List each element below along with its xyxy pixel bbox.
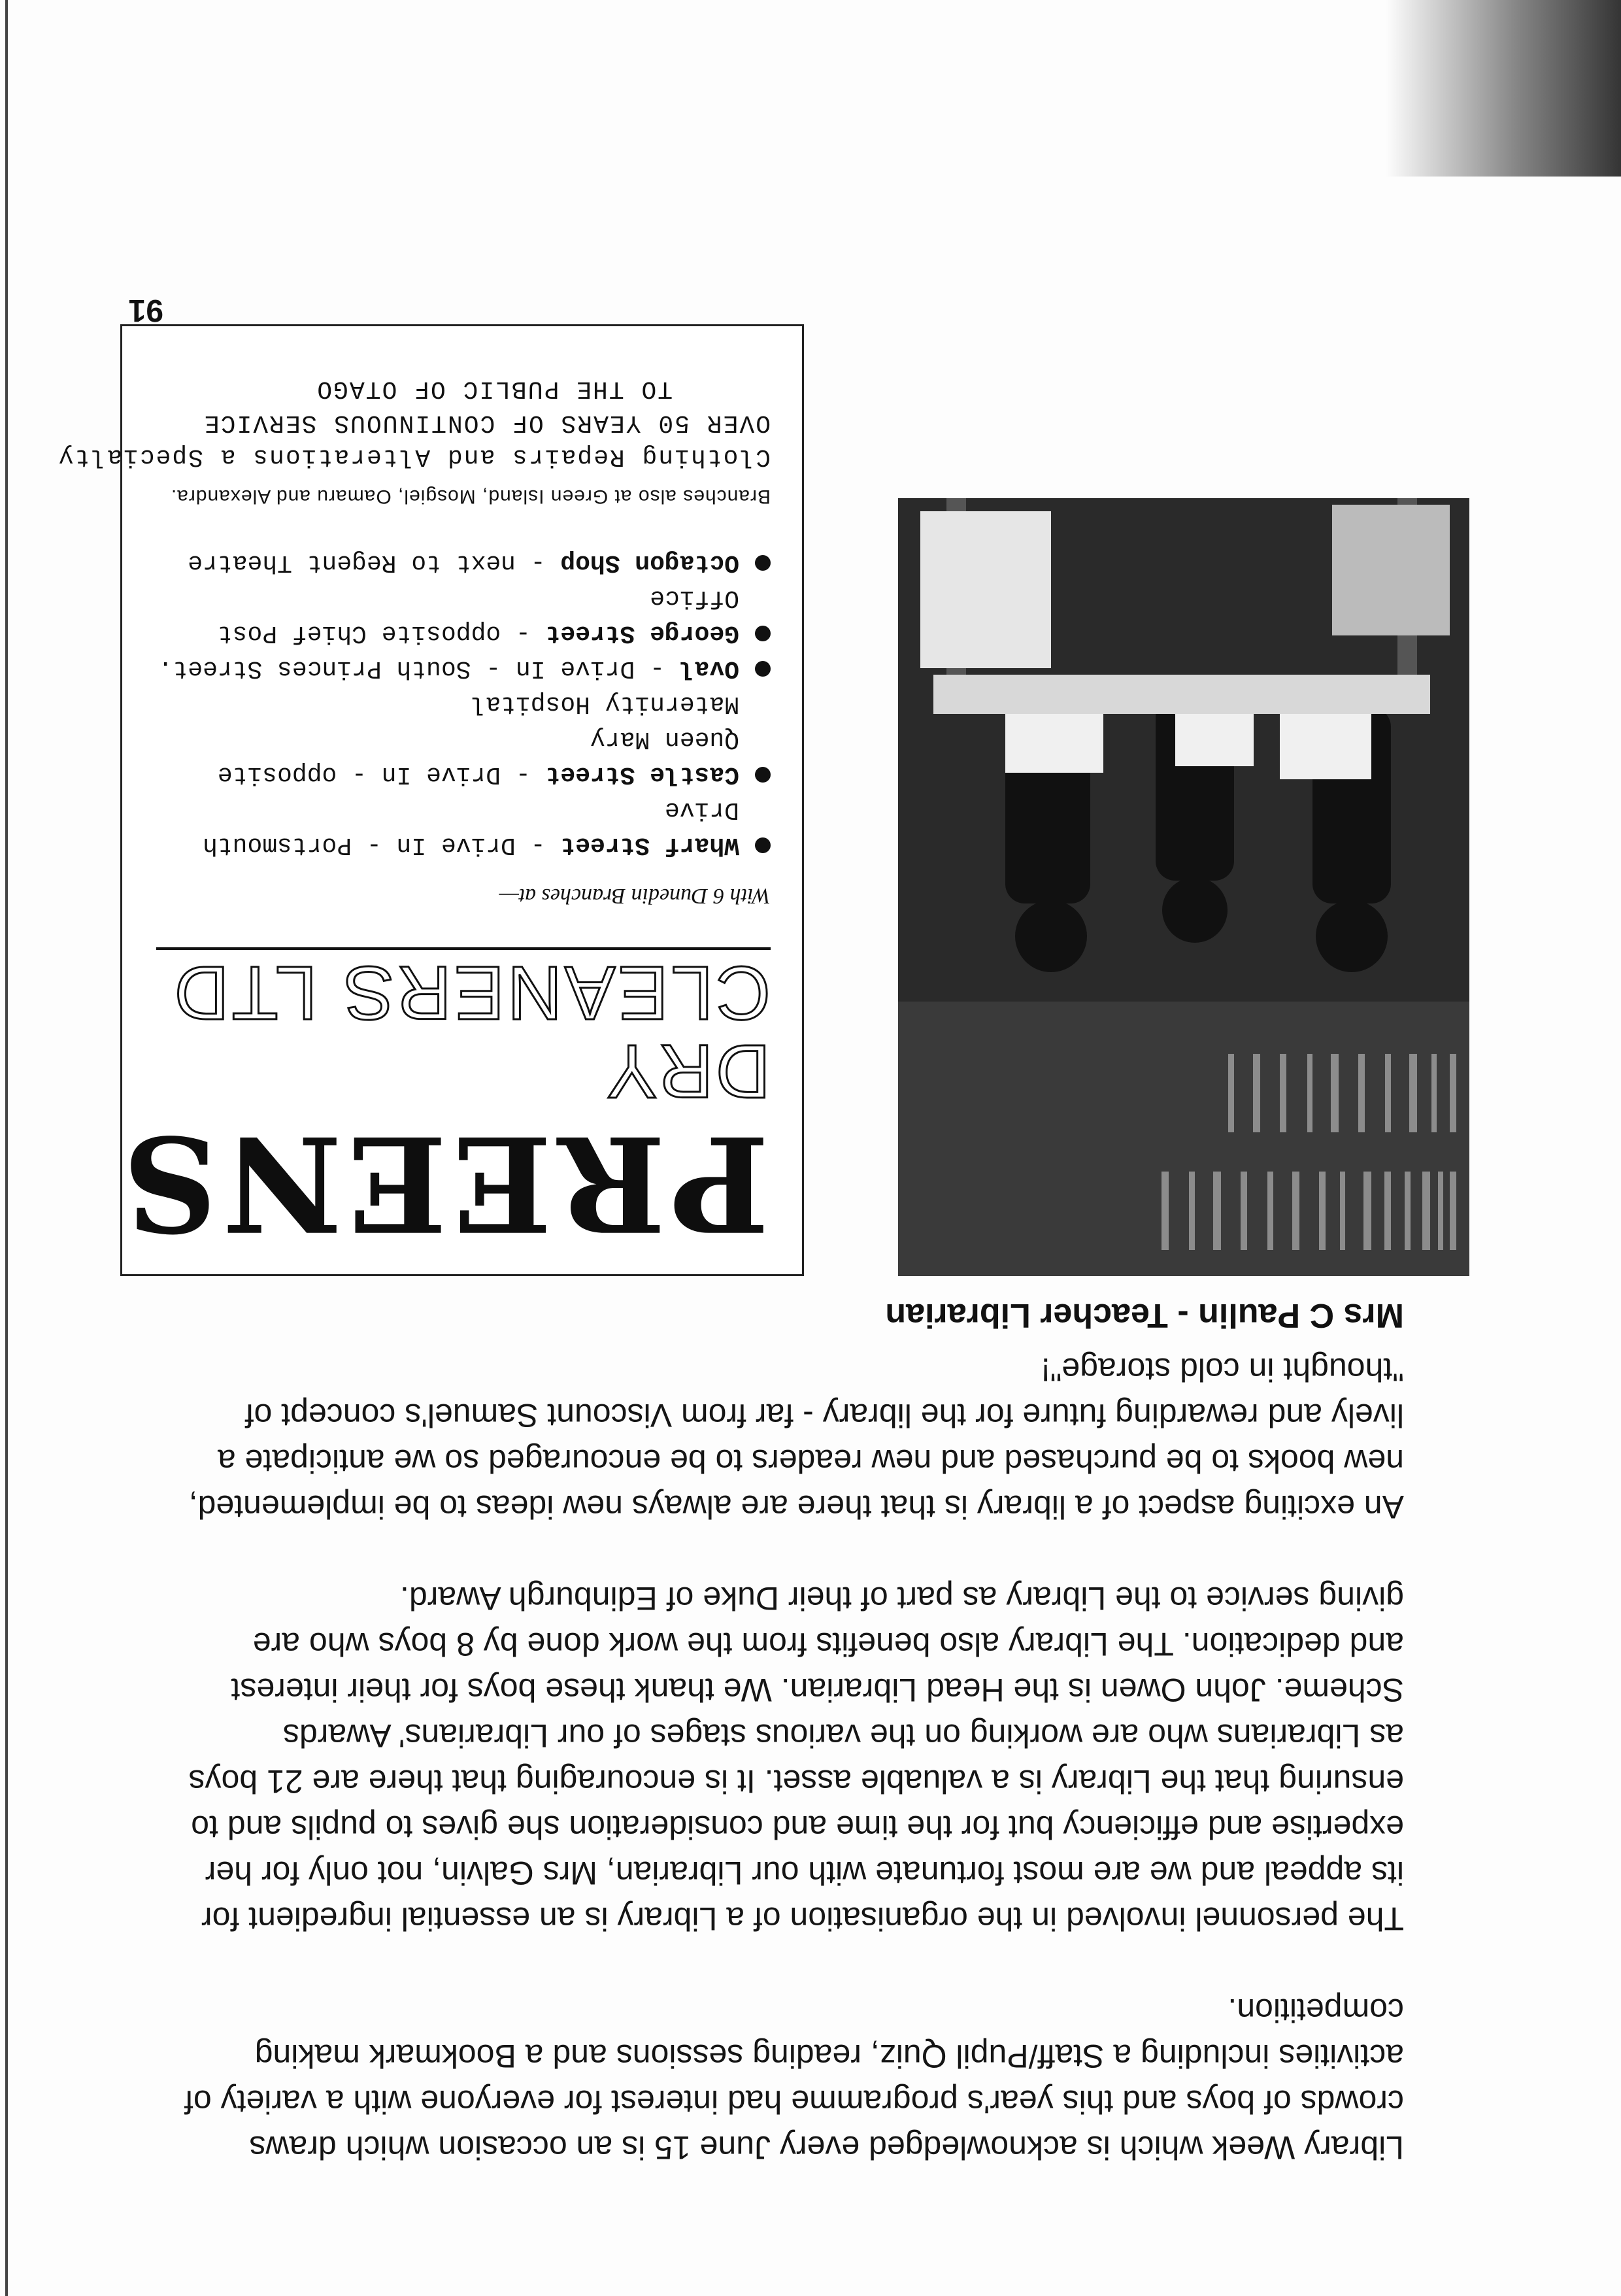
preens-advertisement (57, 324, 804, 1276)
binding-shadow (1386, 0, 1621, 177)
branch-item: Castle Street - Drive In - opposite Queen Mary Maternity Hospital (143, 686, 771, 792)
page-number: 91 (128, 293, 163, 328)
paragraph-new-ideas: An exciting aspect of a library is that there are always new ideas to be implemented, new books to be purchased and new readers to be encouraged so we anticipate a lively and rewarding future for the library - far from Viscount Samuel's concept of "thought in cold storage"! (188, 1351, 1404, 1525)
service-line: TO THE PUBLIC OF OTAGO (316, 375, 673, 403)
bullet-icon (755, 626, 771, 641)
branch-item: Wharf Street - Drive In - Portsmouth Drive (143, 792, 771, 862)
author-signature: Mrs C Paulin - Teacher Librarian (885, 1296, 1404, 1334)
bullet-icon (755, 837, 771, 853)
library-photo (898, 498, 1469, 1276)
service-line: Clothing Repairs and Alterations a Specialty (57, 443, 771, 471)
branch-list (143, 545, 771, 862)
paragraph-personnel: The personnel involved in the organisation of a Library is an essential ingredient for its appeal and we are most fortunate with our Librarian, Mrs Galvin, not only for her expertise and efficiency but for the time and consideration she gives to pupils and to ensuring that the Library is a valuable asset. It is encouraging that there are 21 boys as Librarians who are working on the various stages of our Librarians' Awards Scheme. John Owen is the Head Librarian. We thank these boys for their interest and dedication. The Library also benefits from the work done by 8 boys who are giving service to the Library as part of their Duke of Edinburgh Award. (188, 1580, 1404, 1937)
ad-subtitle: DRY CLEANERS LTD (156, 947, 771, 1111)
bullet-icon (755, 767, 771, 783)
preens-logo: PREENS (118, 1106, 769, 1260)
article-body (175, 1301, 1404, 2170)
page-edge-line (5, 0, 8, 2296)
other-branches: Branches also at Green Island, Mosgiel, Oamaru and Alexandra. (170, 486, 771, 507)
branches-intro: With 6 Dunedin Branches at— (499, 884, 771, 908)
bullet-icon (755, 661, 771, 677)
branch-item: George Street - opposite Chief Post Office (143, 580, 771, 650)
paragraph-library-week: Library Week which is acknowledged every June 15 is an occasion which draws crowds of boys and this year's programme had interest for everyone with a variety of activities including a Staff/Pupil Quiz, reading sessions and a Bookmark making competition. (184, 1992, 1404, 2166)
service-line: OVER 50 YEARS OF CONTINUOUS SERVICE (203, 409, 771, 437)
branch-item: Octagon Shop - next to Regent Theatre (143, 545, 771, 580)
service-statement (57, 371, 771, 473)
branch-item: Oval - Drive In - South Princes Street. (143, 650, 771, 686)
bullet-icon (755, 555, 771, 571)
